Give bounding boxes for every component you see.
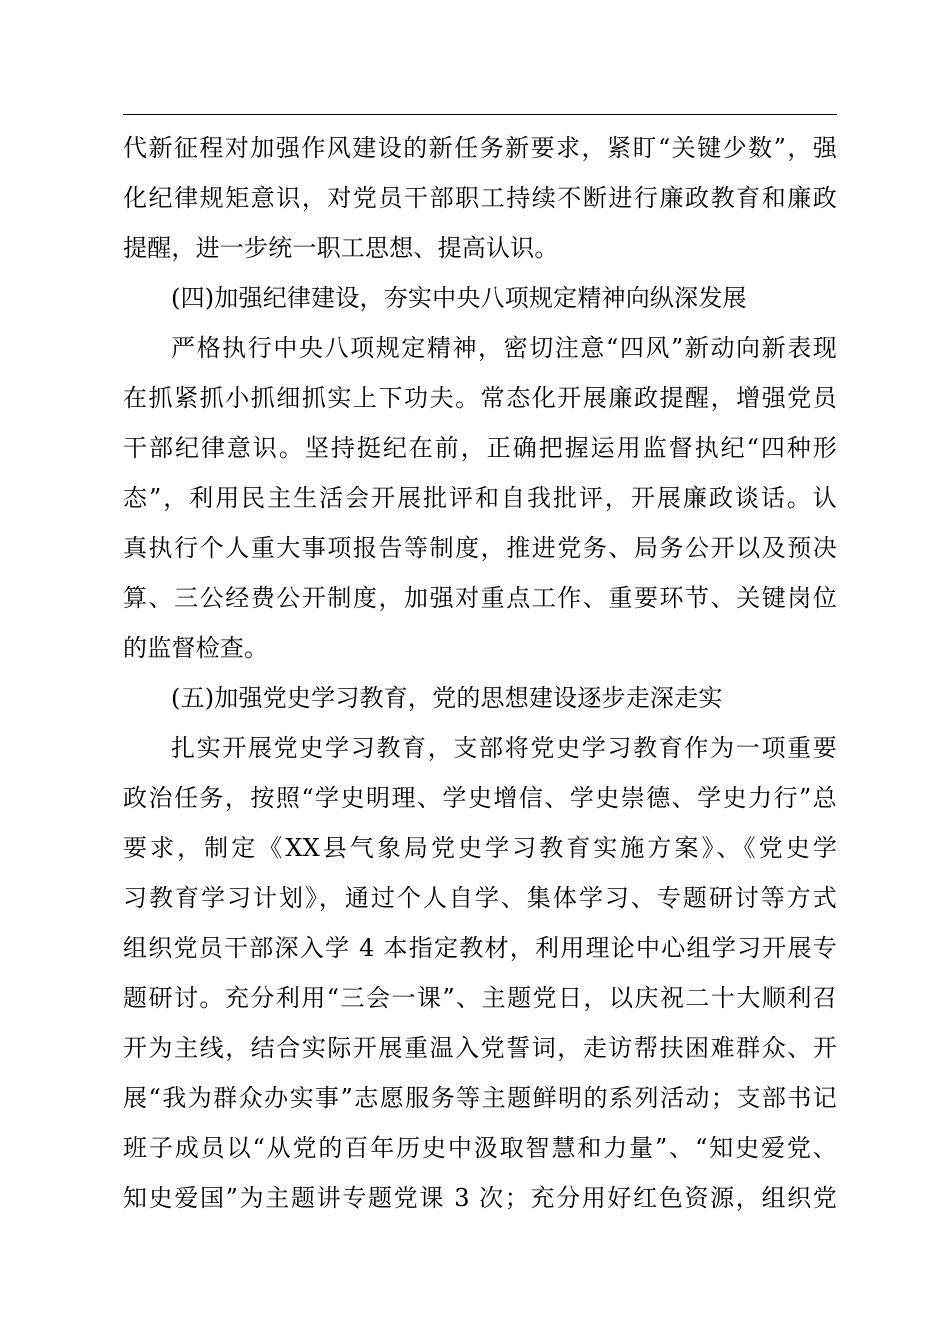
section-heading-4: (四)加强纪律建设，夯实中央八项规定精神向纵深发展 [171,284,747,312]
text-line: 态”，利用民主生活会开展批评和自我批评，开展廉政谈话。认 [123,484,837,512]
text-line: 政治任务，按照“学史明理、学史增信、学史崇德、学史力行”总 [123,784,837,812]
text-line: 真执行个人重大事项报告等制度，推进党务、局务公开以及预决 [123,534,837,562]
text-line: 组织党员干部深入学 4 本指定教材，利用理论中心组学习开展专 [123,934,837,962]
text-line: 的监督检查。 [123,634,269,662]
text-line: 班子成员以“从党的百年历史中汲取智慧和力量”、“知史爱党、 [123,1134,837,1162]
section-heading-5: (五)加强党史学习教育，党的思想建设逐步走深走实 [171,684,723,712]
text-line: 在抓紧抓小抓细抓实上下功夫。常态化开展廉政提醒，增强党员 [123,384,837,412]
text-line: 开为主线，结合实际开展重温入党誓词，走访帮扶困难群众、开 [123,1034,837,1062]
header-rule [123,114,837,115]
text-line: 化纪律规矩意识，对党员干部职工持续不断进行廉政教育和廉政 [123,184,837,212]
text-line: 提醒，进一步统一职工思想、提高认识。 [123,234,559,262]
text-line: 习教育学习计划》，通过个人自学、集体学习、专题研讨等方式 [123,884,837,912]
text-line: 知史爱国”为主题讲专题党课 3 次；充分用好红色资源，组织党 [123,1184,837,1212]
text-line: 题研讨。充分利用“三会一课”、主题党日，以庆祝二十大顺利召 [123,984,837,1012]
text-line: 严格执行中央八项规定精神，密切注意“四风”新动向新表现 [171,334,837,362]
text-line: 扎实开展党史学习教育，支部将党史学习教育作为一项重要 [171,734,837,762]
text-line: 要求，制定《XX县气象局党史学习教育实施方案》、《党史学 [123,834,837,862]
text-line: 代新征程对加强作风建设的新任务新要求，紧盯“关键少数”，强 [123,134,837,162]
body-text [123,123,837,1223]
text-line: 算、三公经费公开制度，加强对重点工作、重要环节、关键岗位 [123,584,837,612]
text-line: 展“我为群众办实事”志愿服务等主题鲜明的系列活动；支部书记 [123,1084,837,1112]
text-line: 干部纪律意识。坚持挺纪在前，正确把握运用监督执纪“四种形 [123,434,837,462]
